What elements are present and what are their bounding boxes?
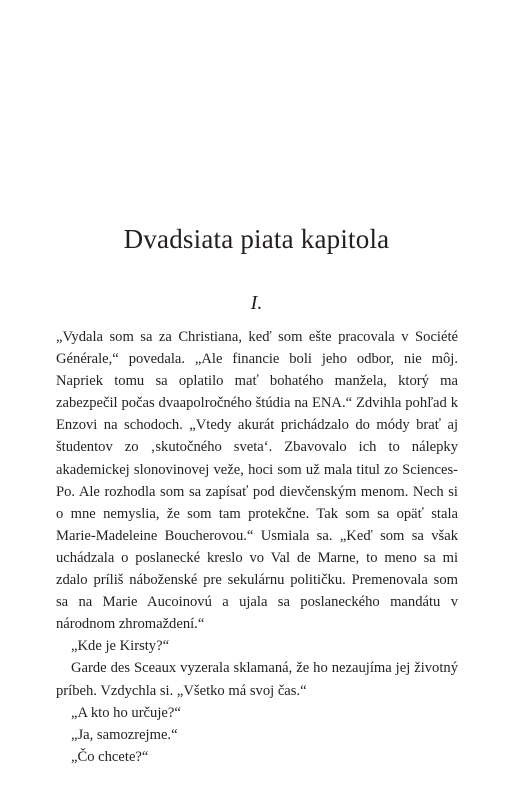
paragraph: „Ja, samozrejme.“ xyxy=(71,726,178,743)
paragraph: „Vydala som sa za Christiana, keď som ešte pracovala v Société Générale,“ povedala. „Ale financie boli jeho odbor, nie môj. Napriek tomu sa oplatilo mať bohatého manžela, ktorý ma zabezpečil počas dvaapolročného štúdia na ENA.“ Zdvihla pohľad k Enzovi na schodoch. „Vtedy akurát prichádzalo do módy brať aj študentov zo ‚skutočného sveta‘. Zbavovalo ich to nálepky akademickej slonovinovej veže, hoci som už mala titul zo Sciences-Po. Ale rozhodla som sa zapísať pod dievčenským menom. Nech si o mne nemyslia, že som tam protekčne. Tak som sa opäť stala Marie-Madeleine Boucherovou.“ Usmiala sa. „Keď som sa však uchádzala o poslanecké kreslo vo Val de Marne, to meno sa mi zdalo príliš náboženské pre sekulárnu političku. Premenovala som sa na Marie Aucoinovú a ujala sa poslaneckého mandátu v národnom zhromaždení.“ xyxy=(56,329,458,633)
paragraph: „Kde je Kirsty?“ xyxy=(71,638,170,655)
section-number: I. xyxy=(250,292,263,314)
chapter-body xyxy=(56,326,458,768)
chapter-title: Dvadsiata piata kapitola xyxy=(123,224,390,254)
paragraph: „A kto ho určuje?“ xyxy=(71,704,181,721)
paragraph: „Čo chcete?“ xyxy=(71,748,149,765)
paragraph: Garde des Sceaux vyzerala sklamaná, že ho nezaujíma jej životný príbeh. Vzdychla si. „Všetko má svoj čas.“ xyxy=(56,660,458,699)
